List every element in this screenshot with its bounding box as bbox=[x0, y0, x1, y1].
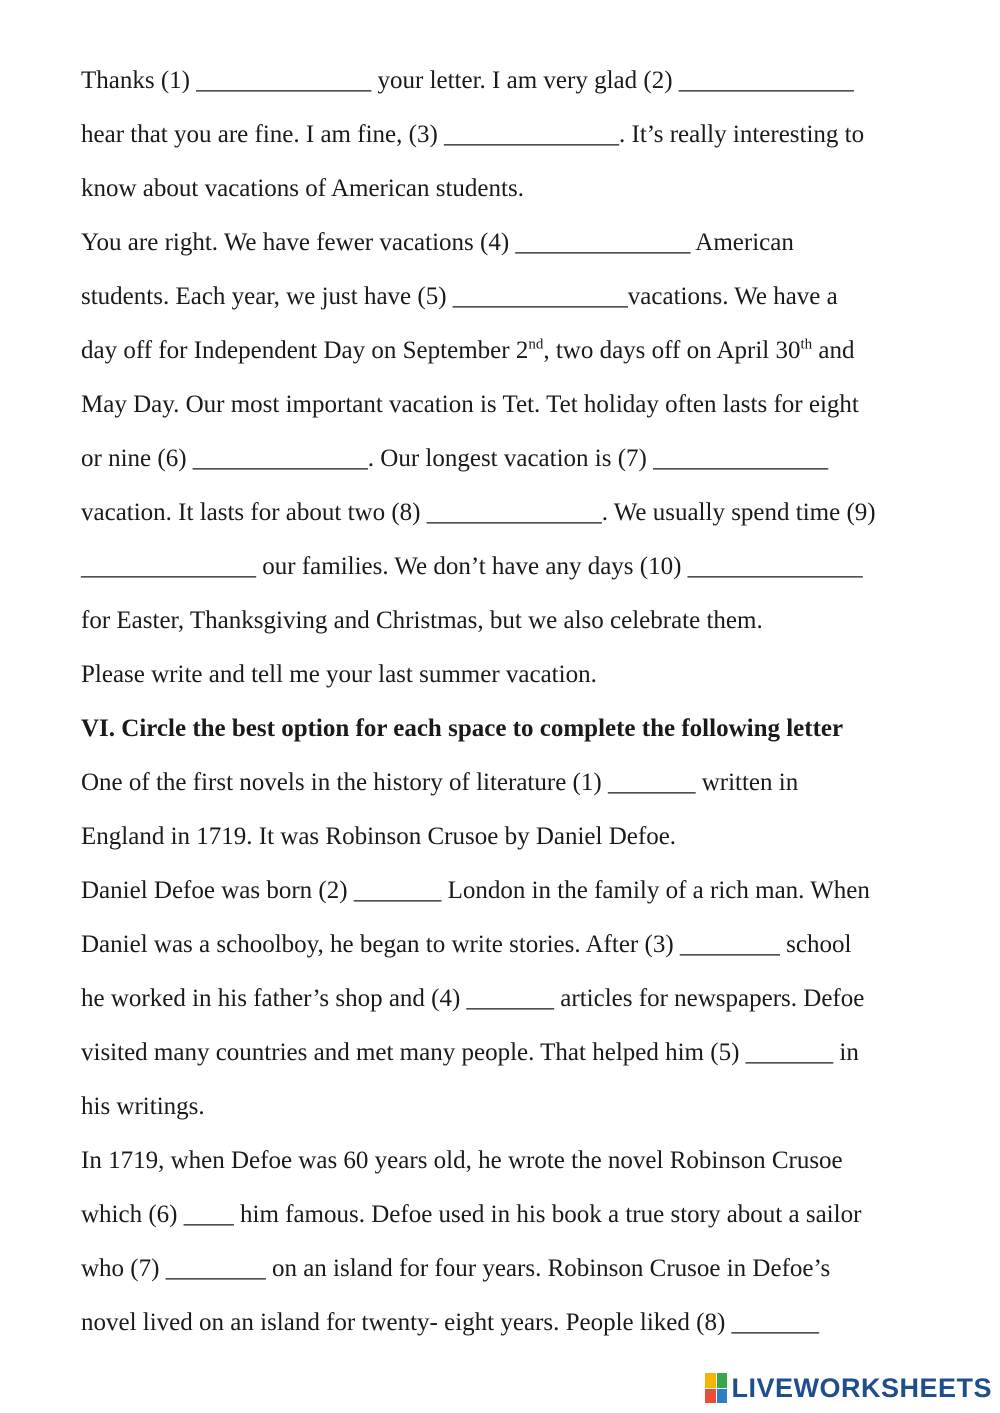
text-line: In 1719, when Defoe was 60 years old, he wrote the novel Robinson Crusoe bbox=[81, 1147, 843, 1174]
text-line: for Easter, Thanksgiving and Christmas, but we also celebrate them. bbox=[81, 607, 763, 634]
text-line: students. Each year, we just have (5) ______________vacations. We have a bbox=[81, 283, 838, 310]
text-line: his writings. bbox=[81, 1093, 205, 1120]
worksheet-page bbox=[81, 54, 939, 1350]
text-line: ______________ our families. We don’t have any days (10) ______________ bbox=[81, 553, 863, 580]
text-line: May Day. Our most important vacation is Tet. Tet holiday often lasts for eight bbox=[81, 391, 859, 418]
text-line: Thanks (1) ______________ your letter. I am very glad (2) ______________ bbox=[81, 67, 854, 94]
text-line: or nine (6) ______________. Our longest vacation is (7) ______________ bbox=[81, 445, 829, 472]
text-line: You are right. We have fewer vacations (4) ______________ American bbox=[81, 229, 794, 256]
ordinal-superscript: th bbox=[800, 336, 813, 353]
text-line: vacation. It lasts for about two (8) ______________. We usually spend time (9) bbox=[81, 499, 876, 526]
ordinal-superscript: nd bbox=[528, 336, 544, 353]
section-heading: VI. Circle the best option for each space to complete the following letter bbox=[81, 715, 844, 742]
text-line: Please write and tell me your last summer vacation. bbox=[81, 661, 597, 688]
liveworksheets-watermark bbox=[705, 1371, 992, 1405]
text-line: hear that you are fine. I am fine, (3) ______________. It’s really interesting to bbox=[81, 121, 865, 148]
text-line: know about vacations of American students. bbox=[81, 175, 524, 202]
text-line: One of the first novels in the history of literature (1) _______ written in bbox=[81, 769, 799, 796]
text-line: Daniel Defoe was born (2) _______ London in the family of a rich man. When bbox=[81, 877, 870, 904]
text-line: novel lived on an island for twenty- eight years. People liked (8) _______ bbox=[81, 1309, 820, 1336]
text-line: Daniel was a schoolboy, he began to write stories. After (3) ________ school bbox=[81, 931, 852, 958]
text-segment: day off for Independent Day on September 2 bbox=[81, 337, 529, 364]
text-segment: , two days off on April 30 bbox=[543, 337, 801, 364]
watermark-text: LIVEWORKSHEETS bbox=[731, 1372, 992, 1403]
text-segment: and bbox=[812, 337, 855, 364]
text-line: who (7) ________ on an island for four years. Robinson Crusoe in Defoe’s bbox=[81, 1255, 831, 1282]
liveworksheets-logo-icon bbox=[705, 1373, 727, 1403]
text-line: he worked in his father’s shop and (4) _______ articles for newspapers. Defoe bbox=[81, 985, 865, 1012]
text-line: which (6) ____ him famous. Defoe used in his book a true story about a sailor bbox=[81, 1201, 862, 1228]
text-line-with-superscripts bbox=[81, 324, 939, 378]
text-line: England in 1719. It was Robinson Crusoe by Daniel Defoe. bbox=[81, 823, 677, 850]
text-line: visited many countries and met many people. That helped him (5) _______ in bbox=[81, 1039, 859, 1066]
